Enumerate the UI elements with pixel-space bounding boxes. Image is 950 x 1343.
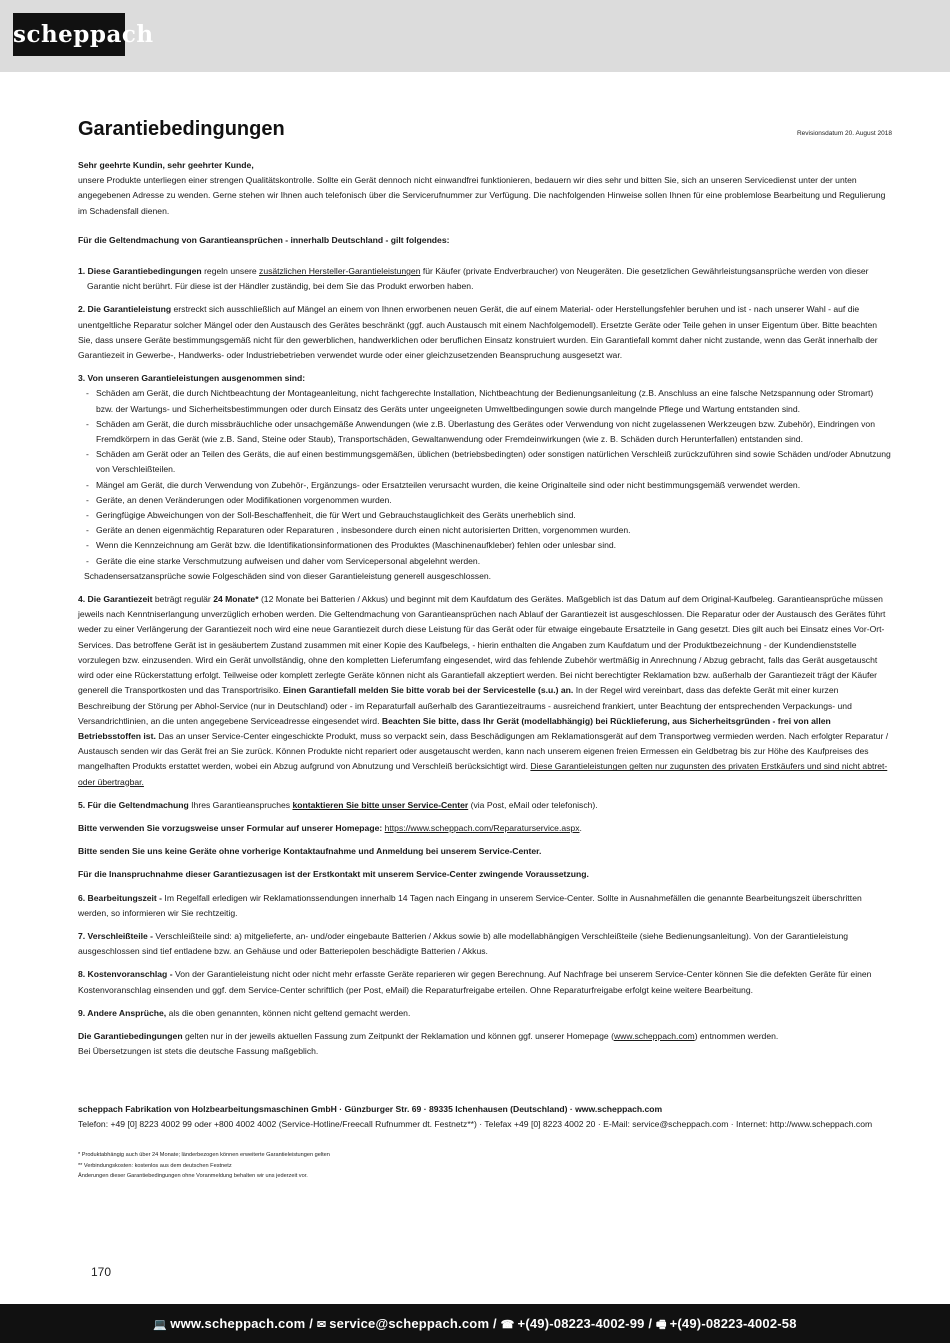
- list-item: - Geringfügige Abweichungen von der Soll-Beschaffenheit, die für Wert und Gebrauchstauglichkeit des Geräts unerheblich sind.: [84, 508, 892, 523]
- footnotes: [78, 1150, 578, 1182]
- form-note: Bitte verwenden Sie vorzugsweise unser Formular auf unserer Homepage: https://www.scheppach.com/Reparaturservice.aspx.: [78, 822, 582, 833]
- company-contact: Telefon: +49 [0] 8223 4002 99 oder +800 4002 4002 (Service-Hotline/Freecall Rufnummer dt. Festnetz**) · Telefax +49 [0] 8223 4002 20 · E-Mail: service@scheppach.com · Internet: http://www.scheppach.com: [78, 1119, 873, 1130]
- section-3-closing: Schadensersatzansprüche sowie Folgeschäden sind von dieser Garantieleistung generell ausgeschlossen.: [84, 570, 492, 581]
- section-7: 7. Verschleißteile - Verschleißteile sind: a) mitgelieferte, an- und/oder eingebaute Batterien / Akkus sowie b) alle modellabhängigen Verschleißteile (siehe Bedienungsanleitung). Von der Garantieleistung ausgeschlossen sind tief entladene bzw. an Gehäuse und oder Batteriepolen beschädigte Batterien / Akkus.: [78, 930, 849, 957]
- header-bar: [0, 0, 950, 72]
- section-8: 8. Kostenvoranschlag - Von der Garantieleistung nicht oder nicht mehr erfasste Geräte reparieren wir gegen Berechnung. Auf Nachfrage bei unserem Service-Center können Sie die defekten Geräte für einen Kostenvoranschlag einsenden und ggf. dem Service-Center schriftlich (per Post, eMail) die Reparaturfreigabe erteilen. Ohne Reparaturfreigabe erfolgt keine weitere Bearbeitung.: [78, 969, 872, 995]
- section-4: 4. Die Garantiezeit beträgt regulär 24 Monate* (12 Monate bei Batterien / Akkus) und beginnt mit dem Kaufdatum des Gerätes. Maßgeblich ist das Datum auf dem Original-Kaufbeleg. Garantieansprüche müssen jeweils nach Kenntniserlangung unverzüglich erhoben werden. Die Geltendmachung von Garantieansprüchen nach Ablauf der Garantiezeit ist ausgeschlossen. Die Reparatur oder der Austausch des Gerätes führt weder zu einer Verlängerung der Garantiezeit noch wird eine neue Garantiezeit durch diese Leistung für das Gerät oder für etwaige eingebaute Ersatzteile in Gang gesetzt. Dies gilt auch bei Einsatz eines Vor-Ort-Services. Das betroffene Gerät ist in gesäubertem Zustand zusammen mit einer Kopie des Kaufbelegs, - hierin enthalten die Angaben zum Kaufdatum und der Produktbezeichnung - der Kundendienststelle vorzulegen bzw. einzusenden. Wird ein Gerät unvollständig, ohne den kompletten Lieferumfang eingesendet, wird das fehlende Zubehör wertmäßig in Anrechnung / Abzug gebracht, falls das Gerät ausgetauscht wird oder eine Rückerstattung erfolgt. Teilweise oder komplett zerlegte Geräte können nicht als Garantiefall akzeptiert werden. Bei nicht berechtigter Reklamation bzw. außerhalb der Garantiezeit trägt der Käufer generell die Transportkosten und das Transportrisiko. Einen Garantiefall melden Sie bitte vorab bei der Servicestelle (s.u.) an. In der Regel wird vereinbart, dass das defekte Gerät mit einer kurzen Beschreibung der Störung per Abhol-Service (nur in Deutschland) oder - im Reparaturfall außerhalb des Garantiezeitraums - ausreichend frankiert, unter Beachtung der entsprechenden Verpackungs- und Versandrichtlinien, an die unten angegebene Serviceadresse eingesendet wird. Beachten Sie bitte, dass Ihr Gerät (modellabhängig) bei Rücklieferung, aus Sicherheitsgründen - frei von allen Betriebsstoffen ist. Das an unser Service-Center eingeschickte Produkt, muss so verpackt sein, dass Beschädigungen am Reklamationsgerät auf dem Transportweg vermieden werden. Nach erfolgter Reparatur / Austausch senden wir das Gerät frei an Sie zurück. Können Produkte nicht repariert oder ausgetauscht werden, kann nach unserem eigenen freien Ermessen ein Geldbetrag bis zur Höhe des Kaufpreises des mangelhaften Produkts erstattet werden, wobei ein Abzug aufgrund von Abnutzung und Verschleiß berücksichtigt wird. Diese Garantieleistungen gelten nur zugunsten des privaten Erstkäufers und sind nicht abtret- oder übertragbar.: [78, 594, 889, 787]
- section-heading: Für die Geltendmachung von Garantieansprüchen - innerhalb Deutschland - gilt folgendes:: [78, 234, 450, 245]
- section-5: 5. Für die Geltendmachung Ihres Garantieanspruches kontaktieren Sie bitte unser Service-Center (via Post, eMail oder telefonisch).: [78, 799, 598, 810]
- phone-number: +(49)-08223-4002-99: [517, 1316, 645, 1331]
- company-name: scheppach Fabrikation von Holzbearbeitungsmaschinen GmbH · Günzburger Str. 69 · 89335 Ichenhausen (Deutschland) · www.scheppach.com: [78, 1104, 663, 1114]
- no-send-note: Bitte senden Sie uns keine Geräte ohne vorherige Kontaktaufnahme und Anmeldung bei unserem Service-Center.: [78, 846, 542, 857]
- homepage-link[interactable]: www.scheppach.com: [613, 1030, 695, 1041]
- section-2: 2. Die Garantieleistung erstreckt sich ausschließlich auf Mängel an einem von Ihnen erworbenen neuen Gerät, die auf einem Material- oder Herstellungsfehler beruhen und ist - nach unserer Wahl - auf die unentgeltliche Reparatur solcher Mängel oder den Austausch des Gerätes beschränkt (ggf. auch Austausch mit einem Nachfolgemodell). Ersetzte Geräte oder Teile gehen in unser Eigentum über. Bitte beachten Sie, dass unsere Geräte bestimmungsgemäß nicht für den gewerblichen, handwerklichen oder beruflichen Einsatz konstruiert wurden. Ein Garantiefall kommt daher nicht zustande, wenn das Gerät innerhalb der Garantiezeit in Gewerbe-, Handwerks- oder Industriebetrieben verwendet wurde oder einer gleichzusetzenden Beanspruchung ausgesetzt war.: [78, 304, 878, 361]
- first-contact-note: Für die Inanspruchnahme dieser Garantiezusagen ist der Erstkontakt mit unserem Service-Center zwingende Voraussetzung.: [78, 869, 589, 880]
- company-info: [78, 1102, 892, 1132]
- web-link[interactable]: www.scheppach.com: [170, 1316, 306, 1331]
- fax-number: +(49)-08223-4002-58: [669, 1316, 797, 1331]
- list-item: - Mängel am Gerät, die durch Verwendung von Zubehör-, Ergänzungs- oder Ersatzteilen verursacht wurden, die keine Originalteile sind oder nicht bestimmungsgemäß verwendet werden.: [84, 478, 892, 493]
- section-1: 1. Diese Garantiebedingungen regeln unsere zusätzlichen Hersteller-Garantieleistungen für Käufer (private Endverbraucher) von Neugeräten. Die gesetzlichen Gewährleistungsansprüche werden von dieser: [78, 266, 869, 277]
- footnote: Änderungen dieser Garantiebedingungen ohne Voranmeldung behalten wir uns jederzeit vor.: [78, 1173, 308, 1179]
- mail-link[interactable]: service@scheppach.com: [329, 1316, 490, 1331]
- greeting: Sehr geehrte Kundin, sehr geehrter Kunde,: [78, 160, 254, 170]
- list-item: - Schäden am Gerät oder an Teilen des Geräts, die auf einen bestimmungsgemäßen, üblichen (betriebsbedingten) oder sonstigen natürlichen Verschleiß zurückzuführen sind sowie Schäden und/oder Abnutzung von Verschleißteilen.: [84, 447, 892, 477]
- computer-icon: 💻: [153, 1319, 168, 1331]
- list-item: - Schäden am Gerät, die durch Nichtbeachtung der Montageanleitung, nicht fachgerechte Installation, Nichtbeachtung der Bedienungsanleitung (z.B. Anschluss an eine falsche Netzspannung oder Stromart) bzw. der Wartungs- und Sicherheitsbestimmungen oder durch Einsatz des Geräts unter ungeeigneten Umweltbedingungen sowie durch mangelnde Pflege und Wartung entstanden sind.: [84, 386, 892, 416]
- fax-icon: 🖷: [656, 1319, 667, 1331]
- list-item: - Wenn die Kennzeichnung am Gerät bzw. die Identifikationsinformationen des Produktes (Maschinenaufkleber) fehlen oder unlesbar sind.: [84, 538, 892, 553]
- section-1-line2: Garantie nicht berührt. Für diese ist der Händler zuständig, bei dem Sie das Produkt erworben haben.: [87, 281, 474, 292]
- revision-date: Revisionsdatum 20. August 2018: [796, 130, 892, 137]
- footer-bar: 💻 www.scheppach.com / ✉ service@scheppach.com / ☎ +(49)-08223-4002-99 / 🖷 +(49)-08223-4002-58: [0, 1304, 950, 1343]
- page-number: 170: [91, 1265, 112, 1279]
- mail-icon: ✉: [316, 1319, 327, 1331]
- list-item: - Geräte, an denen Veränderungen oder Modifikationen vorgenommen wurden.: [84, 493, 892, 508]
- phone-icon: ☎: [500, 1319, 515, 1331]
- intro-text: unsere Produkte unterliegen einer strengen Qualitätskontrolle. Sollte ein Gerät dennoch nicht einwandfrei funktionieren, bedauern wir dies sehr und bitten Sie, sich an unseren Servicedienst unter der unten angegebenen Adresse zu wenden. Gerne stehen wir Ihnen auch telefonisch über die Servicerufnummer zur Verfügung. Die nachfolgenden Hinweise sollen Ihnen für eine problemlose Bearbeitung und Regulierung im Schadensfall dienen.: [78, 175, 886, 216]
- page-title: Garantiebedingungen: [78, 118, 285, 140]
- section-6: 6. Bearbeitungszeit - Im Regelfall erledigen wir Reklamationssendungen innerhalb 14 Tagen nach Eingang in unserem Service-Center. Sollte in Ausnahmefällen die genannte Bearbeitungszeit überschritten werden, so informieren wir Sie rechtzeitig.: [78, 892, 862, 918]
- translation-note: Bei Übersetzungen ist stets die deutsche Fassung maßgeblich.: [78, 1046, 319, 1057]
- warranty-content: [78, 158, 892, 1059]
- list-item: - Schäden am Gerät, die durch missbräuchliche oder unsachgemäße Anwendungen (wie z.B. Überlastung des Gerätes oder Verwendung von nicht zugelassenen Werkzeugen bzw. Zubehör), Eindringen von Fremdkörpern in das Gerät (wie z.B. Sand, Steine oder Staub), Transportschäden, Gewaltanwendung oder Fremdeinwirkungen (wie z. B. Schäden durch Herunterfallen) entstanden sind.: [84, 417, 892, 447]
- list-item: - Geräte an denen eigenmächtig Reparaturen oder Reparaturen , insbesondere durch einen nicht autorisierten Dritten, vorgenommen wurden.: [84, 523, 892, 538]
- section-3-heading: 3. Von unseren Garantieleistungen ausgenommen sind:: [78, 373, 306, 384]
- scheppach-logo: scheppach: [13, 13, 125, 56]
- footnote: * Produktabhängig auch über 24 Monate; länderbezogen können erweiterte Garantieleistungen gelten: [78, 1152, 330, 1158]
- footnote: ** Verbindungskosten: kostenlos aus dem deutschen Festnetz: [78, 1162, 232, 1169]
- closing-note: Die Garantiebedingungen gelten nur in der jeweils aktuellen Fassung zum Zeitpunkt der Reklamation und können ggf. unserer Homepage (www.scheppach.com) entnommen werden.: [78, 1030, 779, 1041]
- section-9: 9. Andere Ansprüche, als die oben genannten, können nicht geltend gemacht werden.: [78, 1007, 411, 1018]
- exclusion-list: [78, 386, 892, 568]
- list-item: - Geräte die eine starke Verschmutzung aufweisen und daher vom Servicepersonal abgelehnt werden.: [84, 554, 892, 569]
- reparaturservice-link[interactable]: https://www.scheppach.com/Reparaturservice.aspx: [384, 822, 580, 833]
